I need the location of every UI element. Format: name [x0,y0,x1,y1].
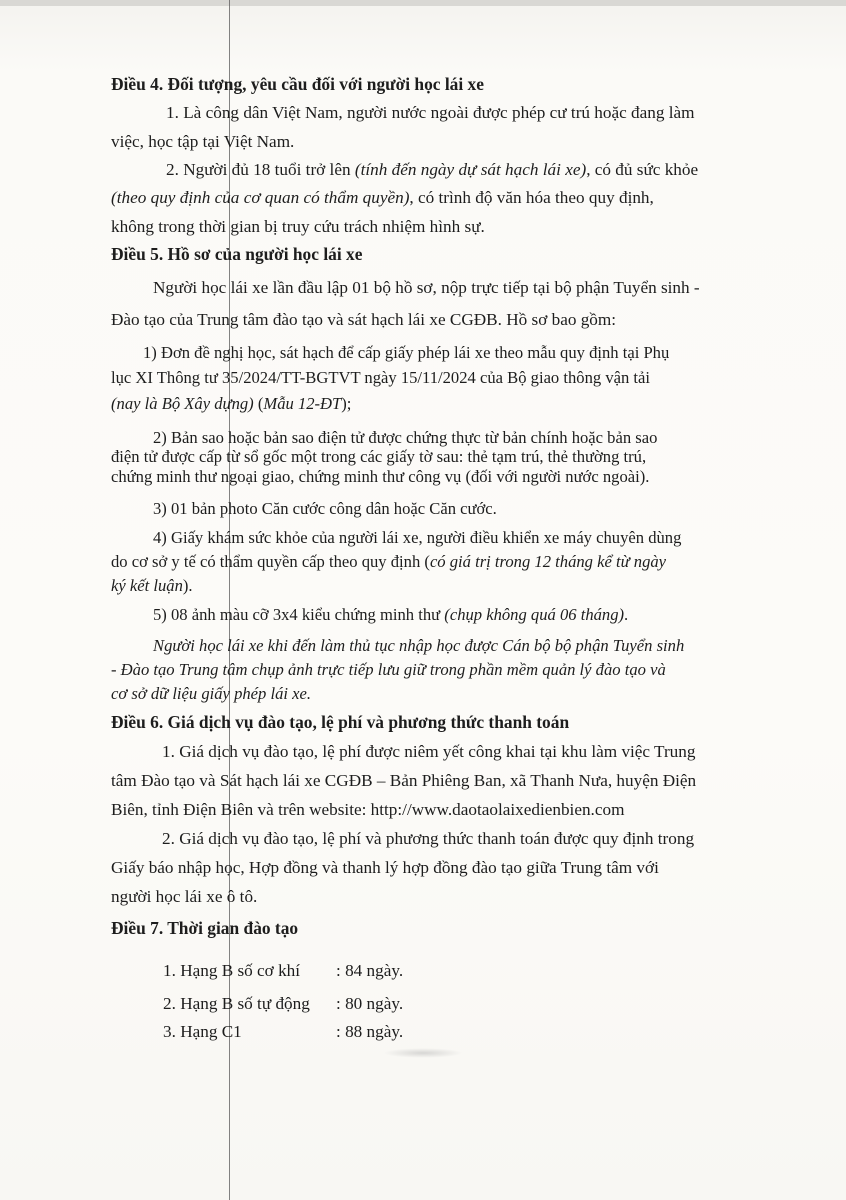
article-6-item-2-line-1: 2. Giá dịch vụ đào tạo, lệ phí và phương thức thanh toán được quy định trong [162,829,695,848]
article-6-item-2-line-2: Giấy báo nhập học, Hợp đồng và thanh lý hợp đồng đào tạo giữa Trung tâm với [111,858,659,877]
article-5-item-3: 3) 01 bản photo Căn cước công dân hoặc Căn cước. [153,499,497,518]
article-5-note-line-1: Người học lái xe khi đến làm thủ tục nhập học được Cán bộ bộ phận Tuyển sinh [153,636,685,655]
article-6-item-1-line-1: 1. Giá dịch vụ đào tạo, lệ phí được niêm yết công khai tại khu làm việc Trung [162,742,696,761]
article-7-item-1-value: : 84 ngày. [336,961,404,980]
article-7-item-3-label: 3. Hạng C1 [163,1022,242,1041]
article-5-heading: Điều 5. Hồ sơ của người học lái xe [111,244,363,264]
article-4-item-2-line-1: 2. Người đủ 18 tuổi trở lên (tính đến ngày dự sát hạch lái xe), có đủ sức khỏe [166,160,699,179]
article-5-item-2-line-2: điện tử được cấp từ sổ gốc một trong các giấy tờ sau: thẻ tạm trú, thẻ thường trú, [111,447,647,466]
article-5-item-4-line-3: ký kết luận). [111,576,193,595]
article-7-item-1-label: 1. Hạng B số cơ khí [163,961,301,980]
article-5-item-4-line-1: 4) Giấy khám sức khỏe của người lái xe, người điều khiển xe máy chuyên dùng [153,528,682,547]
article-4-item-2-line-3: không trong thời gian bị truy cứu trách nhiệm hình sự. [111,217,485,236]
article-5-item-1-line-3: (nay là Bộ Xây dựng) (Mẫu 12-ĐT); [111,394,352,413]
article-6-heading: Điều 6. Giá dịch vụ đào tạo, lệ phí và phương thức thanh toán [111,712,570,732]
article-6-item-1-line-3: Biên, tỉnh Điện Biên và trên website: http://www.daotaolaixedienbien.com [111,800,625,819]
article-4-item-1-line-1: 1. Là công dân Việt Nam, người nước ngoài được phép cư trú hoặc đang làm [166,103,695,122]
scan-artifact-line [229,0,230,1200]
article-4-heading: Điều 4. Đối tượng, yêu cầu đối với người học lái xe [111,74,484,94]
article-5-intro-line-2: Đào tạo của Trung tâm đào tạo và sát hạch lái xe CGĐB. Hồ sơ bao gồm: [111,310,617,329]
article-5-note-line-3: cơ sở dữ liệu giấy phép lái xe. [111,684,312,703]
article-5-note-line-2: - Đào tạo Trung tâm chụp ảnh trực tiếp lưu giữ trong phần mềm quản lý đào tạo và [111,660,666,679]
article-5-item-1-line-2: lục XI Thông tư 35/2024/TT-BGTVT ngày 15/11/2024 của Bộ giao thông vận tải [111,368,651,387]
article-5-item-2-line-1: 2) Bản sao hoặc bản sao điện tử được chứng thực từ bản chính hoặc bản sao [153,428,658,447]
article-6-item-2-line-3: người học lái xe ô tô. [111,887,258,906]
article-7-heading: Điều 7. Thời gian đào tạo [111,918,299,938]
article-5-intro-line-1: Người học lái xe lần đầu lập 01 bộ hồ sơ, nộp trực tiếp tại bộ phận Tuyển sinh - [153,278,700,297]
scan-top-edge [0,0,846,6]
article-6-item-1-line-2: tâm Đào tạo và Sát hạch lái xe CGĐB – Bản Phiêng Ban, xã Thanh Nưa, huyện Điện [111,771,697,790]
article-7-item-2-value: : 80 ngày. [336,994,404,1013]
scan-smudge [383,1048,463,1058]
article-7-item-2-label: 2. Hạng B số tự động [163,994,310,1013]
article-7-item-3-value: : 88 ngày. [336,1022,404,1041]
article-5-item-4-line-2: do cơ sở y tế có thẩm quyền cấp theo quy định (có giá trị trong 12 tháng kể từ ngày [111,552,667,571]
article-4-item-2-line-2: (theo quy định của cơ quan có thẩm quyền), có trình độ văn hóa theo quy định, [111,188,654,207]
article-5-item-1-line-1: 1) Đơn đề nghị học, sát hạch để cấp giấy phép lái xe theo mẫu quy định tại Phụ [143,343,670,362]
article-5-item-5: 5) 08 ảnh màu cỡ 3x4 kiểu chứng minh thư (chụp không quá 06 tháng). [153,605,629,624]
article-5-item-2-line-3: chứng minh thư ngoại giao, chứng minh thư công vụ (đối với người nước ngoài). [111,467,650,486]
article-4-item-1-line-2: việc, học tập tại Việt Nam. [111,132,295,151]
